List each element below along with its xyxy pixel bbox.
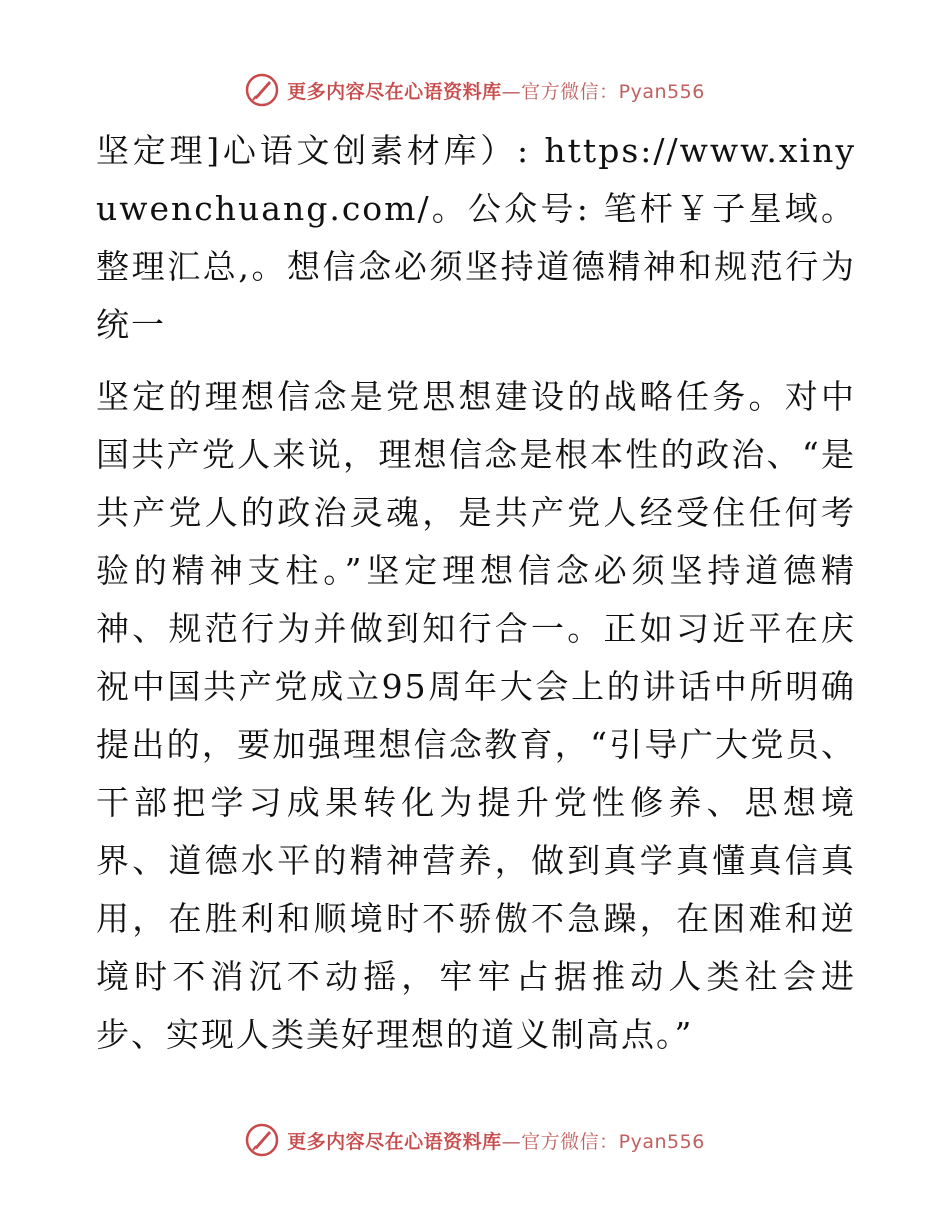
paragraph-1: 坚定理]心语文创素材库）: https://www.xinyuwenchuang.com/。公众号: 笔杆￥子星域。整理汇总,。想信念必须坚持道德精神和规范行为统一 <box>96 131 856 344</box>
header-watermark-banner <box>0 70 950 110</box>
watermark-separator: — <box>501 1130 522 1153</box>
feather-pen-logo-icon <box>245 1123 279 1157</box>
watermark-main-text: 更多内容尽在心语资料库 <box>287 1130 502 1153</box>
watermark-text <box>287 77 705 104</box>
watermark-separator: — <box>501 80 522 103</box>
watermark-main-text: 更多内容尽在心语资料库 <box>287 80 502 103</box>
paragraph-2: 坚定的理想信念是党思想建设的战略任务。对中国共产党人来说，理想信念是根本性的政治、“是共产党人的政治灵魂，是共产党人经受住任何考验的精神支柱。”坚定理想信念必须坚持道德精神、规范行为并做到知行合一。正如习近平在庆祝中国共产党成立95周年大会上的讲话中所明确提出的，要加强理想信念教育，“引导广大党员、干部把学习成果转化为提升党性修养、思想境界、道德水平的精神营养，做到真学真懂真信真用，在胜利和顺境时不骄傲不急躁，在困难和逆境时不消沉不动摇，牢牢占据推动人类社会进步、实现人类美好理想的道义制高点。” <box>96 377 856 1054</box>
watermark-text <box>287 1127 705 1154</box>
watermark-wechat-text: 官方微信：Pyan556 <box>521 80 705 103</box>
document-body <box>96 122 856 1064</box>
footer-watermark-banner <box>0 1120 950 1160</box>
feather-pen-logo-icon <box>245 73 279 107</box>
watermark-wechat-text: 官方微信：Pyan556 <box>521 1130 705 1153</box>
